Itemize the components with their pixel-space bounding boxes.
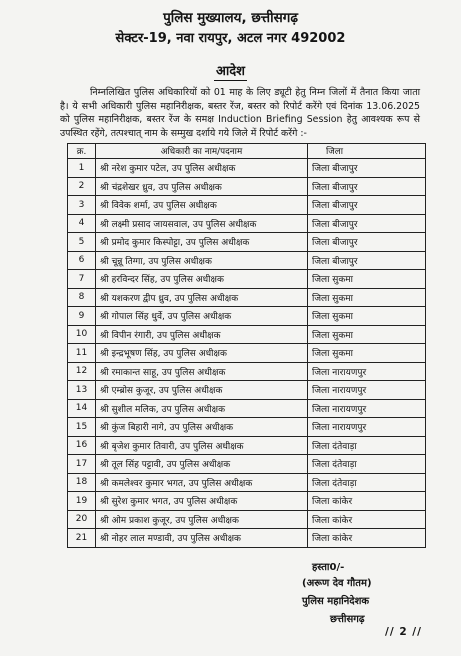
cell-officer: श्री सुशील मलिक, उप पुलिस अधीक्षक xyxy=(96,399,308,418)
header-address: सेक्टर-19, नवा रायपुर, अटल नगर 492002 xyxy=(115,31,346,46)
cell-serial: 18 xyxy=(68,473,96,492)
cell-officer: श्री लक्ष्मी प्रसाद जायसवाल, उप पुलिस अधीक्षक xyxy=(96,214,308,233)
cell-officer: श्री प्रमोद कुमार किस्पोट्टा, उप पुलिस अधीक्षक xyxy=(96,233,308,252)
cell-serial: 2 xyxy=(68,177,96,196)
cell-officer: श्री नरेश कुमार पटेल, उप पुलिस अधीक्षक xyxy=(96,159,308,178)
cell-district: जिला दंतेवाड़ा xyxy=(308,473,426,492)
cell-serial: 16 xyxy=(68,436,96,455)
cell-serial: 20 xyxy=(68,510,96,529)
cell-district: जिला नारायणपुर xyxy=(308,381,426,400)
cell-officer: श्री बृजेश कुमार तिवारी, उप पुलिस अधीक्षक xyxy=(96,436,308,455)
table-header-row xyxy=(68,144,426,159)
cell-district: जिला बीजापुर xyxy=(308,214,426,233)
cell-officer: श्री कुंज बिहारी नागे, उप पुलिस अधीक्षक xyxy=(96,418,308,437)
cell-district: जिला दंतेवाड़ा xyxy=(308,436,426,455)
cell-officer: श्री गोपाल सिंह धुर्वे, उप पुलिस अधीक्षक xyxy=(96,307,308,326)
table-row xyxy=(68,177,426,196)
cell-officer: श्री चंद्रशेखर ध्रुव, उप पुलिस अधीक्षक xyxy=(96,177,308,196)
cell-district: जिला कांकेर xyxy=(308,492,426,511)
table-row xyxy=(68,418,426,437)
order-title-text: आदेश xyxy=(215,64,246,79)
cell-officer: श्री इन्द्रभूषण सिंह, उप पुलिस अधीक्षक xyxy=(96,344,308,363)
cell-serial: 9 xyxy=(68,307,96,326)
table-row xyxy=(68,251,426,270)
cell-district: जिला बीजापुर xyxy=(308,159,426,178)
cell-district: जिला नारायणपुर xyxy=(308,362,426,381)
cell-officer: श्री विपीन रंगारी, उप पुलिस अधीक्षक xyxy=(96,325,308,344)
cell-district: जिला बीजापुर xyxy=(308,196,426,215)
cell-serial: 1 xyxy=(68,159,96,178)
table-row xyxy=(68,399,426,418)
cell-serial: 15 xyxy=(68,418,96,437)
table-row xyxy=(68,362,426,381)
table-row xyxy=(68,510,426,529)
table-row xyxy=(68,455,426,474)
table-row xyxy=(68,288,426,307)
cell-serial: 17 xyxy=(68,455,96,474)
cell-officer: श्री रमाकान्त साहू, उप पुलिस अधीक्षक xyxy=(96,362,308,381)
signature-state: छत्तीसगढ़ xyxy=(330,614,365,625)
order-paragraph xyxy=(60,86,420,140)
cell-serial: 10 xyxy=(68,325,96,344)
signature-name: (अरूण देव गौतम) xyxy=(302,578,372,589)
cell-district: जिला नारायणपुर xyxy=(308,399,426,418)
cell-district: जिला सुकमा xyxy=(308,270,426,289)
cell-district: जिला सुकमा xyxy=(308,344,426,363)
signature-designation: पुलिस महानिदेशक xyxy=(302,596,370,607)
cell-serial: 21 xyxy=(68,529,96,548)
cell-district: जिला बीजापुर xyxy=(308,251,426,270)
cell-serial: 5 xyxy=(68,233,96,252)
signature-signed: हस्ता0/- xyxy=(312,562,345,573)
cell-officer: श्री कमलेश्वर कुमार भगत, उप पुलिस अधीक्षक xyxy=(96,473,308,492)
page-number: // 2 // xyxy=(385,626,422,638)
table-row xyxy=(68,270,426,289)
table-row xyxy=(68,344,426,363)
cell-district: जिला दंतेवाड़ा xyxy=(308,455,426,474)
officers-table xyxy=(67,143,426,548)
cell-serial: 14 xyxy=(68,399,96,418)
table-row xyxy=(68,307,426,326)
table-row xyxy=(68,159,426,178)
cell-serial: 11 xyxy=(68,344,96,363)
table-row xyxy=(68,492,426,511)
cell-officer: श्री चून्नू तिग्गा, उप पुलिस अधीक्षक xyxy=(96,251,308,270)
cell-serial: 7 xyxy=(68,270,96,289)
cell-serial: 13 xyxy=(68,381,96,400)
cell-officer: श्री यशकरण द्वीप ध्रुव, उप पुलिस अधीक्षक xyxy=(96,288,308,307)
cell-serial: 19 xyxy=(68,492,96,511)
header-serial: क्र. xyxy=(68,144,96,159)
order-paragraph-text: निम्नलिखित पुलिस अधिकारियों को 01 माह के लिए ड्यूटी हेतु निम्न जिलों में तैनात किया जाता है। ये सभी अधिकारी पुलिस महानिरीक्षक, बस्तर रेंज, बस्तर को रिपोर्ट करेंगे एवं दिनांक 13.06.2025 को पुलिस महानिरीक्षक, बस्तर रेंज के समक्ष Induction Briefing Session हेतु आवश्यक रूप से उपस्थित रहेंगे, तत्पश्चात् नाम के सम्मुख दर्शाये गये जिले में रिपोर्ट करेंगे :- xyxy=(60,87,420,139)
header-district: जिला xyxy=(308,144,426,159)
cell-officer: श्री नोहर लाल मण्डावी, उप पुलिस अधीक्षक xyxy=(96,529,308,548)
cell-officer: श्री एम्ब्रोस कुजूर, उप पुलिस अधीक्षक xyxy=(96,381,308,400)
cell-district: जिला नारायणपुर xyxy=(308,418,426,437)
header-office: पुलिस मुख्यालय, छत्तीसगढ़ xyxy=(163,10,298,26)
cell-district: जिला सुकमा xyxy=(308,325,426,344)
cell-district: जिला सुकमा xyxy=(308,288,426,307)
cell-district: जिला सुकमा xyxy=(308,307,426,326)
cell-district: जिला कांकेर xyxy=(308,510,426,529)
table-row xyxy=(68,196,426,215)
cell-serial: 12 xyxy=(68,362,96,381)
order-title xyxy=(0,61,461,79)
header-officer: अधिकारी का नाम/पदनाम xyxy=(96,144,308,159)
cell-serial: 6 xyxy=(68,251,96,270)
cell-officer: श्री सुरेश कुमार भगत, उप पुलिस अधीक्षक xyxy=(96,492,308,511)
table-body xyxy=(68,159,426,548)
table-row xyxy=(68,233,426,252)
table-row xyxy=(68,381,426,400)
cell-serial: 3 xyxy=(68,196,96,215)
table-row xyxy=(68,473,426,492)
cell-officer: श्री विवेक शर्मा, उप पुलिस अधीक्षक xyxy=(96,196,308,215)
cell-officer: श्री तूल सिंह पट्टावी, उप पुलिस अधीक्षक xyxy=(96,455,308,474)
table-row xyxy=(68,214,426,233)
cell-district: जिला बीजापुर xyxy=(308,233,426,252)
cell-officer: श्री ओम प्रकाश कुजूर, उप पुलिस अधीक्षक xyxy=(96,510,308,529)
table-row xyxy=(68,436,426,455)
cell-district: जिला बीजापुर xyxy=(308,177,426,196)
cell-officer: श्री हरविन्दर सिंह, उप पुलिस अधीक्षक xyxy=(96,270,308,289)
cell-serial: 8 xyxy=(68,288,96,307)
cell-district: जिला कांकेर xyxy=(308,529,426,548)
table-row xyxy=(68,529,426,548)
cell-serial: 4 xyxy=(68,214,96,233)
table-row xyxy=(68,325,426,344)
